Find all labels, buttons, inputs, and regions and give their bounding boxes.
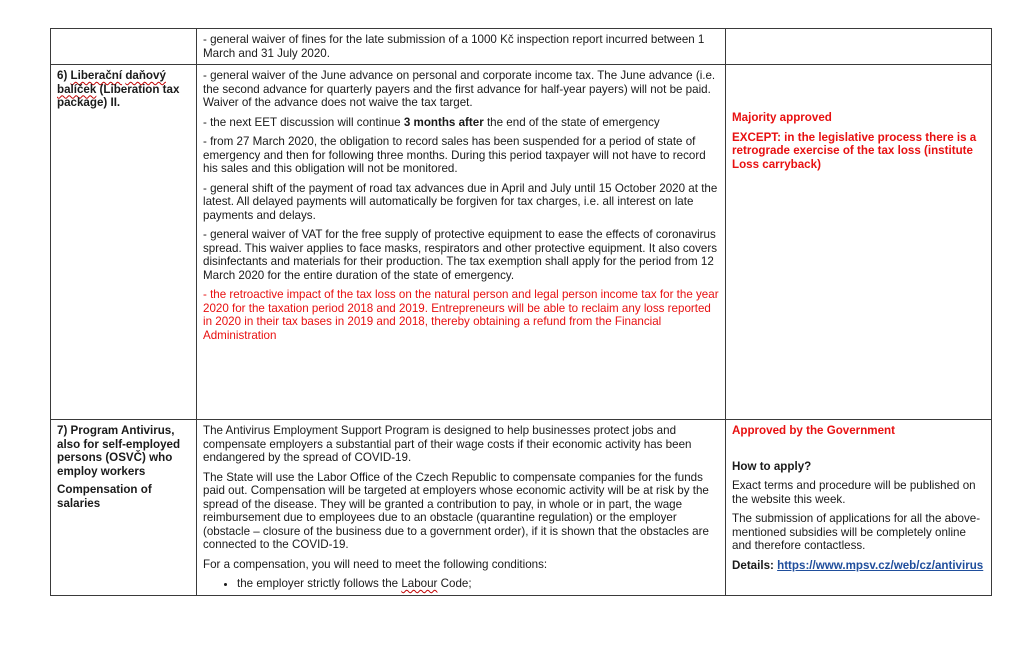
row2-item-sales: - from 27 March 2020, the obligation to record sales has been suspended for a period of state of emergency and then for following three months. During this period taxpayer will not have to record his sales and this obligation will not be monitored.: [203, 135, 706, 175]
how-to-apply-text: Exact terms and procedure will be published on the website this week.: [732, 479, 976, 506]
row3-title: 7) Program Antivirus, also for self-employed persons (OSVČ) who employ workers: [57, 424, 181, 478]
row1-title-cell: [51, 29, 197, 65]
how-to-apply-text: The submission of applications for all the above-mentioned subsidies will be completely online and therefore contactless.: [732, 512, 981, 552]
row2-item-road-tax: - general shift of the payment of road tax advances due in April and July until 15 October 2020 at the latest. All delayed payments will automatically be forgiven for tax charges, i.e. all interest on late payments and delays.: [203, 181, 718, 222]
row2-item-advance: - general waiver of the June advance on personal and corporate income tax. The June advance (i.e. the second advance for quarterly payers and the first advance for half-year payers) will not be paid. Waiver of the advance does not waive the tax target.: [203, 69, 716, 109]
table-row: [51, 420, 992, 596]
row2-item-vat: - general waiver of VAT for the free supply of protective equipment to ease the effects of coronavirus spread. This waiver applies to face masks, respirators and other protective equipment. It also covers disinfectants and materials for their production. The tax exemption shall apply for the period from 12 March 2020 for the entire duration of the state of emergency.: [203, 228, 718, 282]
row1-status-cell: [726, 29, 992, 65]
row2-title: 6) Liberační daňový balíček (Liberation tax package) II.: [57, 69, 180, 109]
row2-item-eet: - the next EET discussion will continue 3 months after the end of the state of emergency: [203, 115, 660, 129]
row1-description: - general waiver of fines for the late submission of a 1000 Kč inspection report incurred between 1 March and 31 July 2020.: [203, 33, 705, 60]
row3-description-cell: [197, 420, 726, 596]
conditions-list: [203, 577, 719, 591]
row2-title-cell: [51, 65, 197, 420]
row3-title-cell: [51, 420, 197, 596]
row2-description-cell: [197, 65, 726, 420]
table-row: [51, 65, 992, 420]
row3-paragraph: The State will use the Labor Office of the Czech Republic to compensate companies for the funds paid out. Compensation will be targeted at employers whose economic activity will be at risk by the spread of the disease. They will be granted a contribution to pay, in whole or in part, the wage reimbursement due to employees due to an obstacle (quarantine regulation) or the employer (obstacle – closure of the business due to a government order), if it is shown that the obstacles are connected to the COVID-19.: [203, 470, 709, 551]
row3-paragraph: For a compensation, you will need to meet the following conditions:: [203, 557, 548, 571]
details-link[interactable]: https://www.mpsv.cz/web/cz/antivirus: [777, 558, 984, 572]
status-badge: Approved by the Government: [732, 424, 895, 437]
measures-table: [50, 28, 992, 596]
status-badge: Majority approved: [732, 111, 832, 124]
row3-paragraph: The Antivirus Employment Support Program is designed to help businesses protect jobs and compensate employers a substantial part of their wage costs if their economic activity has been endangered by the spread of COVID-19.: [203, 424, 692, 464]
table-row: [51, 29, 992, 65]
how-to-apply-heading: How to apply?: [732, 459, 812, 473]
row2-except-note: EXCEPT: in the legislative process there is a retrograde exercise of the tax loss (institute Loss carryback): [732, 130, 977, 171]
row1-description-cell: [197, 29, 726, 65]
row2-item-tax-loss: - the retroactive impact of the tax loss on the natural person and legal person income tax for the year 2020 for the taxation period 2018 and 2019. Entrepreneurs will be able to reclaim any loss reported in 2020 in their tax bases in 2019 and 2018, thereby obtaining a refund from the Financial Administration: [203, 288, 719, 342]
list-item: • the employer strictly follows the Labour Code;: [237, 577, 719, 591]
details-line: Details: https://www.mpsv.cz/web/cz/antivirus: [732, 558, 984, 572]
row2-status-cell: [726, 65, 992, 420]
row3-status-cell: [726, 420, 992, 596]
row3-subtitle: Compensation of salaries: [57, 483, 152, 510]
